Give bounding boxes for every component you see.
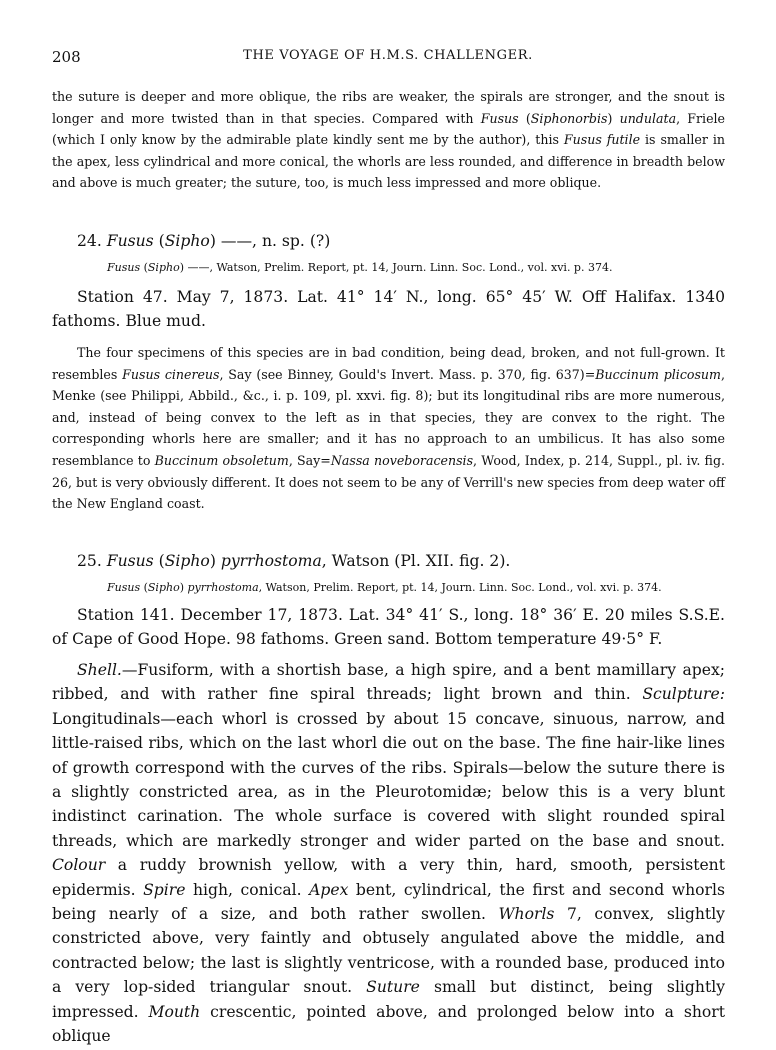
species-25-reference: Fusus (Sipho) pyrrhostoma, Watson, Prelim. Report, pt. 14, Journ. Linn. Soc. Lond., vol. xvi. p. 374. bbox=[107, 581, 662, 594]
intro-paragraph: the suture is deeper and more oblique, the ribs are weaker, the spirals are stronger, and the snout is longer and more twisted than in that species. Compared with Fusus (Siphonorbis) undulata, Friele (which I only know by the admirable plate kindly sent me by the author), this Fusus futile is smaller in the apex, less cylindrical and more conical, the whorls are less rounded, and difference in breadth below and above is much greater; the suture, too, is much less impressed and more oblique. bbox=[52, 89, 726, 191]
page-number: 208 bbox=[52, 48, 81, 66]
species-25-station: Station 141. December 17, 1873. Lat. 34° 41′ S., long. 18° 36′ E. 20 miles S.S.E. of Cape of Good Hope. 98 fathoms. Green sand. Bottom temperature 49·5° F. bbox=[52, 606, 725, 649]
species-24-station: Station 47. May 7, 1873. Lat. 41° 14′ N., long. 65° 45′ W. Off Halifax. 1340 fathoms. Blue mud. bbox=[52, 288, 725, 331]
species-25-description: Shell.—Fusiform, with a shortish base, a high spire, and a bent mamillary apex; ribbed, and with rather fine spiral threads; light brown and thin. Sculpture: Longitudinals—each whorl is crossed by about 15 concave, sinuous, narrow, and little-raised ribs, which on the last whorl die out on the base. The fine hair-like lines of growth correspond with the curves of the ribs. Spirals—below the suture there is a slightly constricted area, as in the Pleurotomidæ; below this is a very blunt indistinct carination. The whole surface is covered with slight rounded spiral threads, which are markedly stronger and wider parted on the base and snout. Colour a ruddy brownish yellow, with a very thin, hard, smooth, persistent epidermis. Spire high, conical. Apex bent, cylindrical, the first and second whorls being nearly of a size, and both rather swollen. Whorls 7, convex, slightly constricted above, very faintly and obtusely angulated above the middle, and contracted below; the last is slightly ventricose, with a rounded base, produced into a very lop-sided triangular snout. Suture small but distinct, being slightly impressed. Mouth crescentic, pointed above, and prolonged below into a short oblique bbox=[52, 661, 726, 1046]
species-24-reference: Fusus (Sipho) ——, Watson, Prelim. Report, pt. 14, Journ. Linn. Soc. Lond., vol. xvi. p. 374. bbox=[107, 261, 613, 274]
species-24-heading: 24. Fusus (Sipho) ——, n. sp. (?) bbox=[77, 232, 331, 250]
species-25-heading: 25. Fusus (Sipho) pyrrhostoma, Watson (Pl. XII. fig. 2). bbox=[77, 552, 511, 570]
species-24-description: The four specimens of this species are in bad condition, being dead, broken, and not full-grown. It resembles Fusus cinereus, Say (see Binney, Gould's Invert. Mass. p. 370, fig. 637)=Buccinum plicosum, Menke (see Philippi, Abbild., &c., i. p. 109, pl. xxvi. fig. 8); but its longitudinal ribs are more numerous, and, instead of being convex to the left as in that species, they are convex to the right. The corresponding whorls here are smaller; and it has no approach to an umbilicus. It has also some resemblance to Buccinum obsoletum, Say=Nassa noveboracensis, Wood, Index, p. 214, Suppl., pl. iv. fig. 26, but is very obviously different. It does not seem to be any of Verrill's new species from deep water off the New England coast. bbox=[52, 345, 726, 512]
running-title: THE VOYAGE OF H.M.S. CHALLENGER. bbox=[243, 48, 533, 63]
page-header bbox=[52, 48, 724, 68]
